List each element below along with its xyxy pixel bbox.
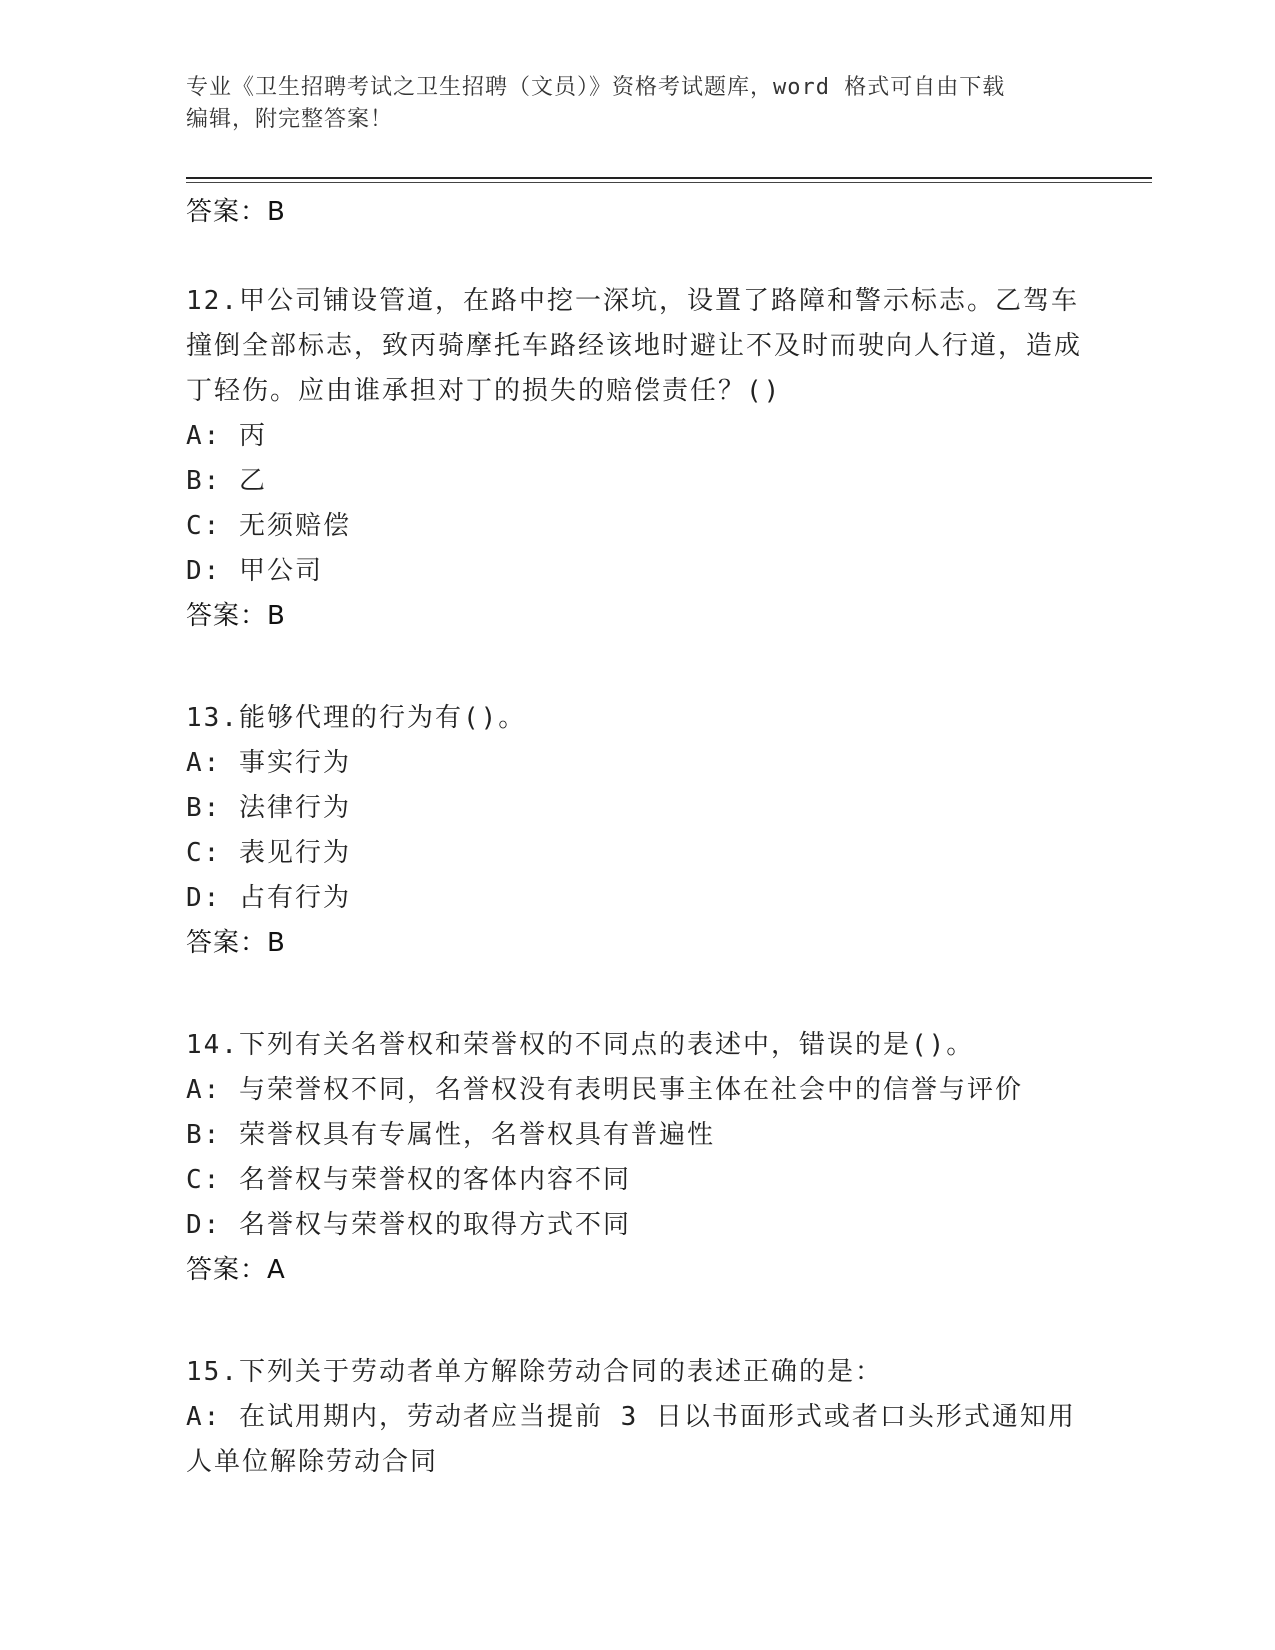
question-stem-13: 13.能够代理的行为有()。 xyxy=(186,703,527,733)
header-rule-thick xyxy=(186,177,1152,179)
question-12-option-b xyxy=(186,459,1086,504)
option-key: B: xyxy=(186,793,239,823)
question-13-answer: 答案：B xyxy=(186,928,286,958)
question-13-option-d xyxy=(186,876,1086,921)
option-text: 表见行为 xyxy=(238,838,351,868)
previous-answer: 答案：B xyxy=(186,197,286,227)
option-key: D: xyxy=(186,883,239,913)
option-text: 无须赔偿 xyxy=(238,511,351,541)
option-text: 名誉权与荣誉权的取得方式不同 xyxy=(238,1210,631,1240)
page-header xyxy=(186,72,1066,136)
question-stem-15: 15.下列关于劳动者单方解除劳动合同的表述正确的是： xyxy=(186,1357,883,1387)
option-text: 在试用期内，劳动者应当提前 3 日以书面形式或者口头形式通知用人单位解除劳动合同 xyxy=(186,1402,1076,1477)
option-key: D: xyxy=(186,1210,239,1240)
option-text: 事实行为 xyxy=(238,748,351,778)
option-text: 法律行为 xyxy=(238,793,351,823)
option-text: 甲公司 xyxy=(238,556,323,586)
option-key: B: xyxy=(186,466,239,496)
header-line-2: 编辑，附完整答案！ xyxy=(186,107,394,132)
option-text: 荣誉权具有专属性，名誉权具有普遍性 xyxy=(238,1120,715,1150)
option-text: 丙 xyxy=(238,421,267,451)
question-13-option-a xyxy=(186,741,1086,786)
option-key: A: xyxy=(186,1402,239,1432)
option-text: 乙 xyxy=(238,466,267,496)
question-12-option-a xyxy=(186,414,1086,459)
option-key: C: xyxy=(186,838,239,868)
question-12-option-c xyxy=(186,504,1086,549)
question-stem-14: 14.下列有关名誉权和荣誉权的不同点的表述中，错误的是()。 xyxy=(186,1030,975,1060)
option-key: C: xyxy=(186,511,239,541)
option-key: C: xyxy=(186,1165,239,1195)
option-key: D: xyxy=(186,556,239,586)
question-15-option-a xyxy=(186,1395,1086,1485)
header-rule-thin xyxy=(186,182,1152,183)
option-text: 名誉权与荣誉权的客体内容不同 xyxy=(238,1165,631,1195)
option-text: 与荣誉权不同，名誉权没有表明民事主体在社会中的信誉与评价 xyxy=(238,1075,1023,1105)
option-key: A: xyxy=(186,421,239,451)
question-12-option-d xyxy=(186,549,1086,594)
header-line-1: 专业《卫生招聘考试之卫生招聘（文员）》资格考试题库，word 格式可自由下载 xyxy=(186,75,1006,100)
question-14-option-d xyxy=(186,1203,1086,1248)
question-14-option-c xyxy=(186,1158,1086,1203)
option-key: A: xyxy=(186,1075,239,1105)
option-text: 占有行为 xyxy=(238,883,351,913)
option-key: B: xyxy=(186,1120,239,1150)
question-14-option-a xyxy=(186,1068,1086,1113)
question-stem-12: 12.甲公司铺设管道，在路中挖一深坑，设置了路障和警示标志。乙驾车撞倒全部标志，致丙骑摩托车路经该地时避让不及时而驶向人行道，造成丁轻伤。应由谁承担对丁的损失的赔偿责任？() xyxy=(186,286,1083,406)
question-12-answer: 答案：B xyxy=(186,601,286,631)
option-key: A: xyxy=(186,748,239,778)
question-13-option-c xyxy=(186,831,1086,876)
question-14-option-b xyxy=(186,1113,1086,1158)
question-14-answer: 答案：A xyxy=(186,1255,286,1285)
question-list xyxy=(186,190,1086,1485)
question-13-option-b xyxy=(186,786,1086,831)
